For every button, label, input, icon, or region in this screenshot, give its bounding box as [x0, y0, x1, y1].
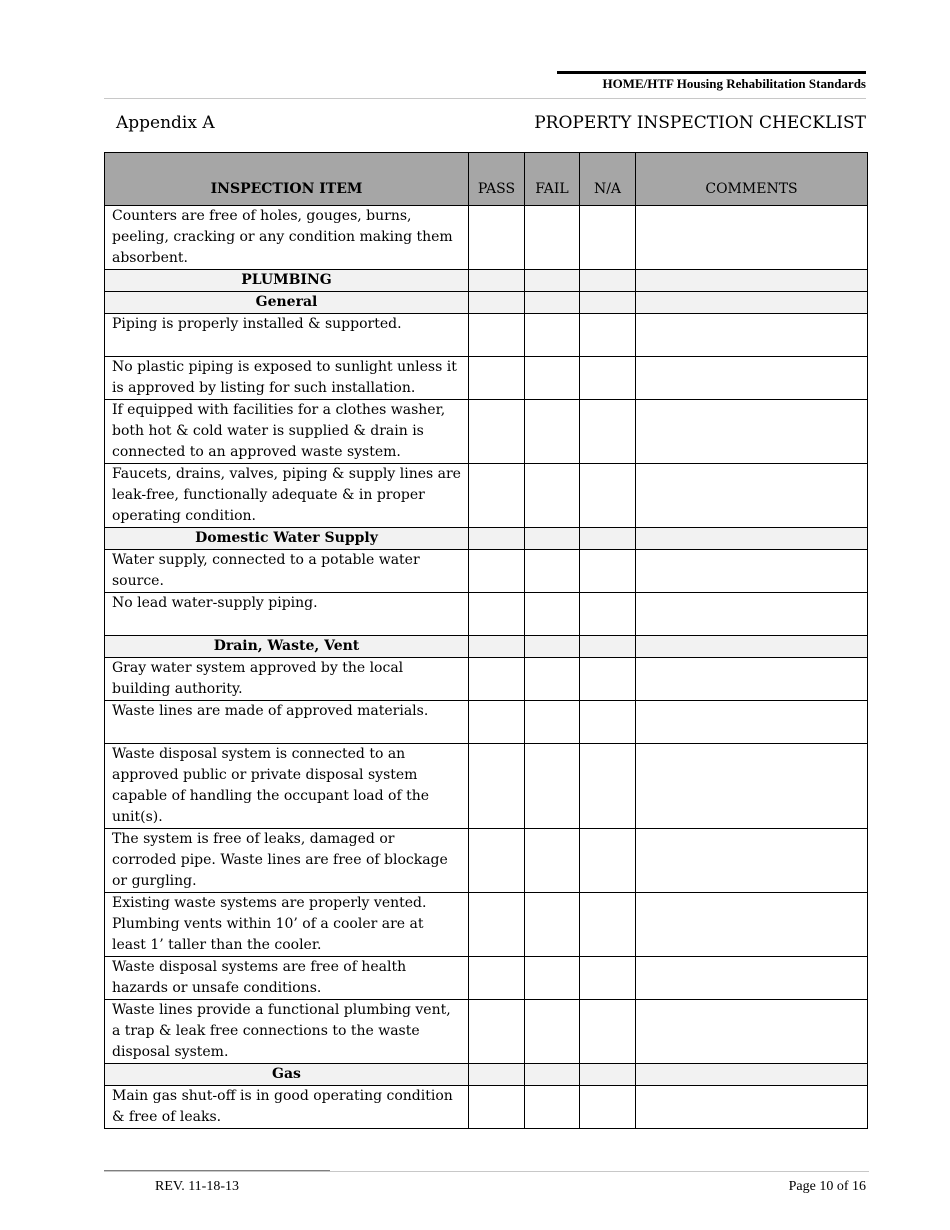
na-cell[interactable]: [580, 744, 636, 829]
page-number: Page 10 of 16: [788, 1179, 866, 1194]
checklist-title: PROPERTY INSPECTION CHECKLIST: [534, 113, 866, 133]
section-label: Gas: [105, 1064, 469, 1086]
inspection-item-text: The system is free of leaks, damaged or corroded pipe. Waste lines are free of blockage or gurgling.: [105, 829, 469, 893]
na-cell[interactable]: [580, 701, 636, 744]
table-row: [105, 550, 868, 593]
comments-cell[interactable]: [636, 1086, 868, 1129]
comments-cell[interactable]: [636, 658, 868, 701]
section-row: [105, 1064, 868, 1086]
section-label: PLUMBING: [105, 270, 469, 292]
comments-cell: [636, 270, 868, 292]
table-body: [105, 206, 868, 1129]
footer-rule-accent: [104, 1170, 330, 1171]
comments-cell: [636, 528, 868, 550]
fail-cell[interactable]: [525, 744, 580, 829]
na-cell[interactable]: [580, 829, 636, 893]
pass-cell: [469, 636, 525, 658]
fail-cell[interactable]: [525, 701, 580, 744]
inspection-item-text: No lead water-supply piping.: [105, 593, 469, 636]
comments-cell[interactable]: [636, 744, 868, 829]
inspection-item-text: Counters are free of holes, gouges, burns, peeling, cracking or any condition making them absorbent.: [105, 206, 469, 270]
comments-cell[interactable]: [636, 550, 868, 593]
inspection-item-text: Main gas shut-off is in good operating condition & free of leaks.: [105, 1086, 469, 1129]
na-cell[interactable]: [580, 1000, 636, 1064]
fail-cell[interactable]: [525, 1086, 580, 1129]
pass-cell[interactable]: [469, 1000, 525, 1064]
na-cell[interactable]: [580, 400, 636, 464]
na-cell: [580, 1064, 636, 1086]
pass-cell[interactable]: [469, 314, 525, 357]
table-row: [105, 1000, 868, 1064]
table-row: [105, 893, 868, 957]
section-row: [105, 636, 868, 658]
table-row: [105, 357, 868, 400]
pass-cell[interactable]: [469, 550, 525, 593]
pass-cell: [469, 270, 525, 292]
inspection-item-text: Waste disposal system is connected to an approved public or private disposal system capable of handling the occupant load of the unit(s).: [105, 744, 469, 829]
fail-cell: [525, 270, 580, 292]
revision-label: REV. 11-18-13: [155, 1179, 239, 1194]
na-cell[interactable]: [580, 593, 636, 636]
na-cell: [580, 270, 636, 292]
pass-cell[interactable]: [469, 957, 525, 1000]
inspection-item-text: No plastic piping is exposed to sunlight unless it is approved by listing for such installation.: [105, 357, 469, 400]
table-header-row: [105, 153, 868, 206]
section-row: [105, 270, 868, 292]
comments-cell[interactable]: [636, 464, 868, 528]
comments-cell[interactable]: [636, 701, 868, 744]
pass-cell[interactable]: [469, 744, 525, 829]
fail-cell: [525, 528, 580, 550]
inspection-item-text: Water supply, connected to a potable water source.: [105, 550, 469, 593]
fail-cell: [525, 636, 580, 658]
na-cell[interactable]: [580, 206, 636, 270]
pass-cell[interactable]: [469, 593, 525, 636]
fail-cell[interactable]: [525, 464, 580, 528]
na-cell: [580, 636, 636, 658]
section-row: [105, 528, 868, 550]
fail-cell: [525, 1064, 580, 1086]
table-row: [105, 400, 868, 464]
column-header-item: INSPECTION ITEM: [105, 153, 469, 206]
table-row: [105, 658, 868, 701]
pass-cell[interactable]: [469, 464, 525, 528]
comments-cell: [636, 1064, 868, 1086]
fail-cell: [525, 292, 580, 314]
fail-cell[interactable]: [525, 957, 580, 1000]
comments-cell[interactable]: [636, 206, 868, 270]
header-rule: [104, 98, 866, 99]
footer-rule: [104, 1171, 869, 1172]
fail-cell[interactable]: [525, 400, 580, 464]
pass-cell[interactable]: [469, 658, 525, 701]
appendix-label: Appendix A: [116, 113, 215, 133]
pass-cell[interactable]: [469, 829, 525, 893]
fail-cell[interactable]: [525, 893, 580, 957]
section-label: Drain, Waste, Vent: [105, 636, 469, 658]
section-row: [105, 292, 868, 314]
na-cell[interactable]: [580, 957, 636, 1000]
fail-cell[interactable]: [525, 658, 580, 701]
fail-cell[interactable]: [525, 206, 580, 270]
comments-cell[interactable]: [636, 1000, 868, 1064]
comments-cell: [636, 292, 868, 314]
pass-cell[interactable]: [469, 701, 525, 744]
comments-cell[interactable]: [636, 314, 868, 357]
pass-cell[interactable]: [469, 400, 525, 464]
na-cell: [580, 528, 636, 550]
inspection-item-text: Gray water system approved by the local building authority.: [105, 658, 469, 701]
inspection-item-text: Piping is properly installed & supported.: [105, 314, 469, 357]
inspection-item-text: Waste lines provide a functional plumbing vent, a trap & leak free connections to the waste disposal system.: [105, 1000, 469, 1064]
na-cell[interactable]: [580, 658, 636, 701]
column-header-comments: COMMENTS: [636, 153, 868, 206]
pass-cell[interactable]: [469, 206, 525, 270]
pass-cell: [469, 292, 525, 314]
na-cell[interactable]: [580, 1086, 636, 1129]
inspection-checklist-table: [104, 152, 868, 1129]
na-cell[interactable]: [580, 464, 636, 528]
inspection-item-text: Faucets, drains, valves, piping & supply lines are leak-free, functionally adequate & in proper operating condition.: [105, 464, 469, 528]
pass-cell: [469, 1064, 525, 1086]
document-title: HOME/HTF Housing Rehabilitation Standards: [602, 76, 866, 91]
comments-cell[interactable]: [636, 593, 868, 636]
column-header-pass: PASS: [469, 153, 525, 206]
table-row: [105, 744, 868, 829]
inspection-item-text: Existing waste systems are properly vented. Plumbing vents within 10’ of a cooler are at least 1’ taller than the cooler.: [105, 893, 469, 957]
inspection-item-text: If equipped with facilities for a clothes washer, both hot & cold water is supplied & drain is connected to an approved waste system.: [105, 400, 469, 464]
comments-cell[interactable]: [636, 957, 868, 1000]
fail-cell[interactable]: [525, 314, 580, 357]
fail-cell[interactable]: [525, 357, 580, 400]
pass-cell[interactable]: [469, 1086, 525, 1129]
column-header-na: N/A: [580, 153, 636, 206]
header-rule-thick: [557, 71, 866, 74]
pass-cell[interactable]: [469, 893, 525, 957]
inspection-item-text: Waste disposal systems are free of health hazards or unsafe conditions.: [105, 957, 469, 1000]
inspection-item-text: Waste lines are made of approved materials.: [105, 701, 469, 744]
fail-cell[interactable]: [525, 550, 580, 593]
comments-cell[interactable]: [636, 357, 868, 400]
comments-cell[interactable]: [636, 893, 868, 957]
fail-cell[interactable]: [525, 829, 580, 893]
na-cell[interactable]: [580, 550, 636, 593]
comments-cell[interactable]: [636, 829, 868, 893]
table-row: [105, 957, 868, 1000]
table-row: [105, 829, 868, 893]
table-row: [105, 206, 868, 270]
na-cell[interactable]: [580, 314, 636, 357]
table-row: [105, 464, 868, 528]
na-cell[interactable]: [580, 893, 636, 957]
column-header-fail: FAIL: [525, 153, 580, 206]
comments-cell: [636, 636, 868, 658]
pass-cell[interactable]: [469, 357, 525, 400]
na-cell: [580, 292, 636, 314]
comments-cell[interactable]: [636, 400, 868, 464]
pass-cell: [469, 528, 525, 550]
table-row: [105, 1086, 868, 1129]
table-row: [105, 593, 868, 636]
na-cell[interactable]: [580, 357, 636, 400]
section-label: Domestic Water Supply: [105, 528, 469, 550]
fail-cell[interactable]: [525, 593, 580, 636]
fail-cell[interactable]: [525, 1000, 580, 1064]
section-label: General: [105, 292, 469, 314]
table-row: [105, 314, 868, 357]
table-row: [105, 701, 868, 744]
